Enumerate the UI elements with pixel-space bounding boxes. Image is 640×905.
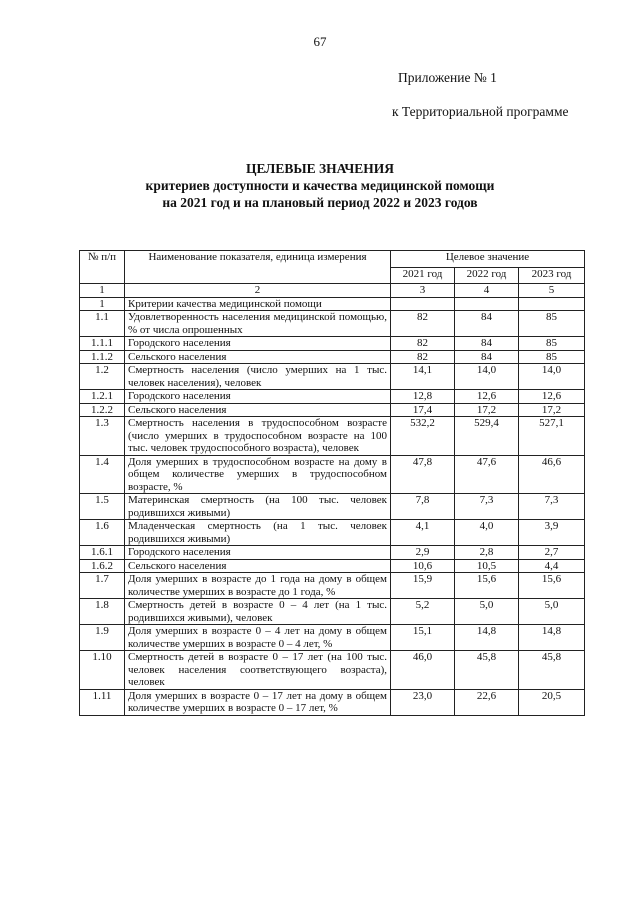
row-num: 1 bbox=[80, 297, 125, 311]
row-name: Сельского населения bbox=[125, 559, 391, 573]
value-2021: 82 bbox=[391, 350, 455, 364]
row-name: Доля умерших в возрасте 0 – 4 лет на дому в общем количестве умерших в возрасте 0 – 4 лет, % bbox=[125, 625, 391, 651]
document-title bbox=[0, 160, 640, 211]
row-num: 1.3 bbox=[80, 417, 125, 456]
value-2023: 5,0 bbox=[519, 599, 585, 625]
value-2022: 4,0 bbox=[455, 520, 519, 546]
value-2022: 529,4 bbox=[455, 417, 519, 456]
table-row bbox=[80, 689, 585, 715]
value-2022: 22,6 bbox=[455, 689, 519, 715]
row-num: 1.5 bbox=[80, 494, 125, 520]
header-2023: 2023 год bbox=[519, 267, 585, 284]
table-row bbox=[80, 390, 585, 404]
header-2022: 2022 год bbox=[455, 267, 519, 284]
value-2023: 15,6 bbox=[519, 573, 585, 599]
row-name: Смертность населения в трудоспособном возрасте (число умерших в трудоспособном возрасте на 100 тыс. человек трудоспособного возраста), человек bbox=[125, 417, 391, 456]
value-2021: 82 bbox=[391, 337, 455, 351]
colnum: 3 bbox=[391, 284, 455, 298]
row-num: 1.1.1 bbox=[80, 337, 125, 351]
value-2022: 15,6 bbox=[455, 573, 519, 599]
row-num: 1.2 bbox=[80, 364, 125, 390]
value-2021: 12,8 bbox=[391, 390, 455, 404]
table-row bbox=[80, 417, 585, 456]
value-2022: 84 bbox=[455, 311, 519, 337]
table-row bbox=[80, 297, 585, 311]
table-row bbox=[80, 403, 585, 417]
value-2021: 47,8 bbox=[391, 455, 455, 494]
value-2022: 14,8 bbox=[455, 625, 519, 651]
table-row bbox=[80, 625, 585, 651]
value-2022: 7,3 bbox=[455, 494, 519, 520]
value-2021: 7,8 bbox=[391, 494, 455, 520]
value-2023: 85 bbox=[519, 337, 585, 351]
row-num: 1.4 bbox=[80, 455, 125, 494]
value-2022: 12,6 bbox=[455, 390, 519, 404]
value-2021: 532,2 bbox=[391, 417, 455, 456]
value-2023: 17,2 bbox=[519, 403, 585, 417]
value-2021: 82 bbox=[391, 311, 455, 337]
table-row bbox=[80, 311, 585, 337]
row-name: Сельского населения bbox=[125, 403, 391, 417]
value-2021: 15,9 bbox=[391, 573, 455, 599]
row-name: Городского населения bbox=[125, 546, 391, 560]
row-num: 1.7 bbox=[80, 573, 125, 599]
row-num: 1.1 bbox=[80, 311, 125, 337]
table-row bbox=[80, 455, 585, 494]
row-name: Городского населения bbox=[125, 390, 391, 404]
value-2022: 84 bbox=[455, 337, 519, 351]
row-name: Доля умерших в возрасте до 1 года на дому в общем количестве умерших в возрасте до 1 года, % bbox=[125, 573, 391, 599]
value-2021: 23,0 bbox=[391, 689, 455, 715]
value-2023: 7,3 bbox=[519, 494, 585, 520]
criteria-table bbox=[79, 250, 585, 716]
value-2023: 14,8 bbox=[519, 625, 585, 651]
value-2021: 15,1 bbox=[391, 625, 455, 651]
table-row bbox=[80, 651, 585, 690]
value-2023: 4,4 bbox=[519, 559, 585, 573]
value-2022: 14,0 bbox=[455, 364, 519, 390]
row-num: 1.6.1 bbox=[80, 546, 125, 560]
row-num: 1.11 bbox=[80, 689, 125, 715]
row-name: Младенческая смертность (на 1 тыс. человек родившихся живыми) bbox=[125, 520, 391, 546]
row-num: 1.6 bbox=[80, 520, 125, 546]
table-row bbox=[80, 337, 585, 351]
table-row bbox=[80, 494, 585, 520]
row-num: 1.2.2 bbox=[80, 403, 125, 417]
value-2022: 2,8 bbox=[455, 546, 519, 560]
table-row bbox=[80, 546, 585, 560]
value-2022: 47,6 bbox=[455, 455, 519, 494]
row-num: 1.1.2 bbox=[80, 350, 125, 364]
value-2023: 14,0 bbox=[519, 364, 585, 390]
title-line-3: на 2021 год и на плановый период 2022 и 2023 годов bbox=[162, 195, 478, 210]
value-2022: 5,0 bbox=[455, 599, 519, 625]
value-2023: 527,1 bbox=[519, 417, 585, 456]
colnum: 1 bbox=[80, 284, 125, 298]
table-row bbox=[80, 350, 585, 364]
value-2022: 17,2 bbox=[455, 403, 519, 417]
title-line-2: критериев доступности и качества медицинской помощи bbox=[145, 178, 495, 193]
page-number: 67 bbox=[313, 34, 327, 49]
row-name: Материнская смертность (на 100 тыс. человек родившихся живыми) bbox=[125, 494, 391, 520]
header-target: Целевое значение bbox=[391, 251, 585, 268]
row-name: Смертность населения (число умерших на 1 тыс. человек населения), человек bbox=[125, 364, 391, 390]
colnum: 4 bbox=[455, 284, 519, 298]
row-num: 1.6.2 bbox=[80, 559, 125, 573]
row-name: Критерии качества медицинской помощи bbox=[125, 297, 391, 311]
table-row bbox=[80, 520, 585, 546]
colnum: 5 bbox=[519, 284, 585, 298]
header-name: Наименование показателя, единица измерения bbox=[125, 251, 391, 284]
header-2021: 2021 год bbox=[391, 267, 455, 284]
value-2021: 46,0 bbox=[391, 651, 455, 690]
row-num: 1.2.1 bbox=[80, 390, 125, 404]
row-name: Удовлетворенность населения медицинской помощью, % от числа опрошенных bbox=[125, 311, 391, 337]
table-row bbox=[80, 559, 585, 573]
value-2021: 4,1 bbox=[391, 520, 455, 546]
value-2023: 2,7 bbox=[519, 546, 585, 560]
value-2023: 85 bbox=[519, 311, 585, 337]
value-2023: 45,8 bbox=[519, 651, 585, 690]
value-2023: 3,9 bbox=[519, 520, 585, 546]
value-2022: 84 bbox=[455, 350, 519, 364]
value-2023: 46,6 bbox=[519, 455, 585, 494]
row-name: Смертность детей в возрасте 0 – 4 лет (на 1 тыс. родившихся живыми), человек bbox=[125, 599, 391, 625]
value-2021: 14,1 bbox=[391, 364, 455, 390]
value-2021: 5,2 bbox=[391, 599, 455, 625]
program-label: к Территориальной программе bbox=[392, 104, 569, 119]
row-name: Доля умерших в трудоспособном возрасте на дому в общем количестве умерших в трудоспособном возрасте, % bbox=[125, 455, 391, 494]
value-2021: 17,4 bbox=[391, 403, 455, 417]
appendix-label: Приложение № 1 bbox=[398, 70, 497, 85]
row-name: Сельского населения bbox=[125, 350, 391, 364]
value-2022: 45,8 bbox=[455, 651, 519, 690]
value-2021: 2,9 bbox=[391, 546, 455, 560]
row-name: Смертность детей в возрасте 0 – 17 лет (на 100 тыс. человек населения соответствующего возраста), человек bbox=[125, 651, 391, 690]
column-numbers-row bbox=[80, 284, 585, 298]
header-num: № п/п bbox=[80, 251, 125, 284]
value-2023: 85 bbox=[519, 350, 585, 364]
value-2021: 10,6 bbox=[391, 559, 455, 573]
table-header-row bbox=[80, 251, 585, 268]
value-2022: 10,5 bbox=[455, 559, 519, 573]
table-row bbox=[80, 573, 585, 599]
title-line-1: ЦЕЛЕВЫЕ ЗНАЧЕНИЯ bbox=[245, 161, 395, 176]
row-name: Городского населения bbox=[125, 337, 391, 351]
row-name: Доля умерших в возрасте 0 – 17 лет на дому в общем количестве умерших в возрасте 0 – 17 лет, % bbox=[125, 689, 391, 715]
table-row bbox=[80, 364, 585, 390]
value-2023: 12,6 bbox=[519, 390, 585, 404]
colnum: 2 bbox=[125, 284, 391, 298]
table-row bbox=[80, 599, 585, 625]
row-num: 1.8 bbox=[80, 599, 125, 625]
row-num: 1.9 bbox=[80, 625, 125, 651]
row-num: 1.10 bbox=[80, 651, 125, 690]
value-2023: 20,5 bbox=[519, 689, 585, 715]
